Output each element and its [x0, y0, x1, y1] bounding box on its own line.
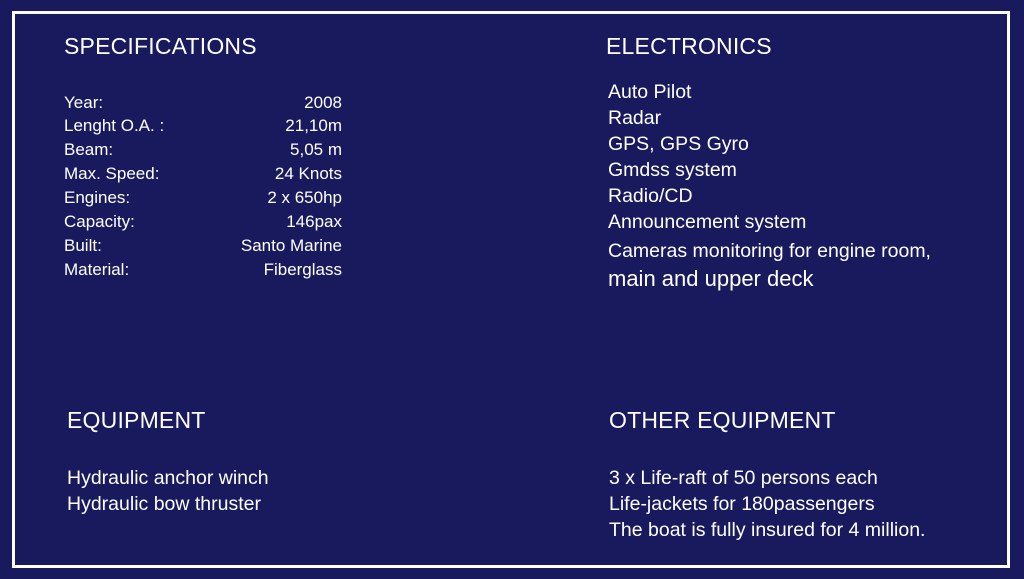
spec-label: Year:	[64, 93, 104, 112]
equipment-item: Hydraulic anchor winch	[67, 467, 269, 489]
electronics-list	[608, 79, 978, 292]
spec-label: Capacity:	[64, 212, 135, 231]
equipment-item: Hydraulic bow thruster	[67, 493, 261, 515]
spec-row	[64, 114, 342, 138]
spec-label: Lenght O.A. :	[64, 116, 165, 135]
electronics-item: Auto Pilot	[608, 81, 692, 103]
cameras-line-2: main and upper deck	[608, 266, 814, 291]
electronics-item-cameras	[608, 238, 978, 292]
spec-label: Built:	[64, 236, 102, 255]
spec-value: 146pax	[286, 212, 342, 231]
other-equipment-list	[609, 465, 925, 543]
spec-row	[64, 162, 342, 186]
spec-value: 2008	[304, 93, 342, 112]
spec-value: Fiberglass	[263, 260, 342, 279]
equipment-heading: EQUIPMENT	[67, 407, 206, 433]
spec-row	[64, 258, 342, 282]
equipment-list	[67, 465, 269, 517]
spec-row	[64, 210, 342, 234]
spec-row	[64, 138, 342, 162]
specifications-table	[64, 92, 342, 282]
spec-row	[64, 234, 342, 258]
spec-label: Engines:	[64, 188, 131, 207]
spec-label: Beam:	[64, 140, 114, 159]
cameras-line-1: Cameras monitoring for engine room,	[608, 240, 931, 262]
specifications-heading: SPECIFICATIONS	[64, 33, 257, 59]
spec-row	[64, 92, 342, 114]
spec-value: 2 x 650hp	[267, 188, 342, 207]
spec-label: Material:	[64, 260, 130, 279]
other-equipment-item: Life-jackets for 180passengers	[609, 493, 875, 515]
other-equipment-item: 3 x Life-raft of 50 persons each	[609, 467, 878, 489]
spec-value: 24 Knots	[274, 164, 342, 183]
spec-value: 21,10m	[285, 116, 342, 135]
spec-row	[64, 186, 342, 210]
spec-value: Santo Marine	[240, 236, 342, 255]
electronics-item: Radar	[608, 107, 662, 129]
electronics-item: Gmdss system	[608, 159, 737, 181]
electronics-heading: ELECTRONICS	[606, 33, 772, 59]
spec-label: Max. Speed:	[64, 164, 160, 183]
electronics-item: Announcement system	[608, 211, 807, 233]
electronics-item: Radio/CD	[608, 185, 693, 207]
other-equipment-heading: OTHER EQUIPMENT	[609, 407, 836, 433]
electronics-item: GPS, GPS Gyro	[608, 133, 749, 155]
spec-value: 5,05 m	[290, 140, 342, 159]
other-equipment-item: The boat is fully insured for 4 million.	[609, 519, 926, 541]
